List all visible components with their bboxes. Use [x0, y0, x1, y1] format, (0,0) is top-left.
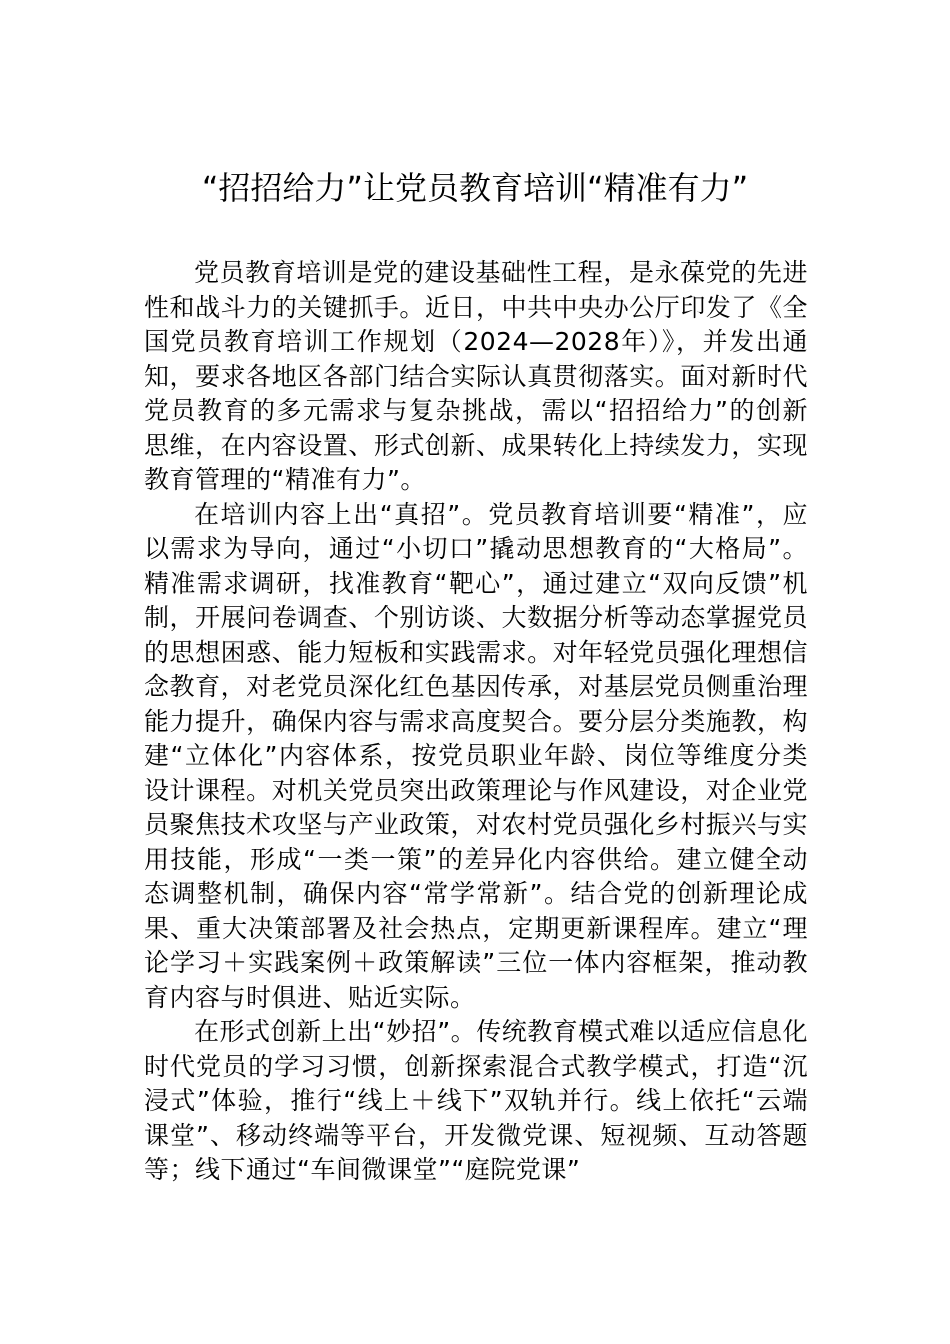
paragraph: 在培训内容上出“真招”。党员教育培训要“精准”，应以需求为导向，通过“小切口”撬动思想教育的“大格局”。精准需求调研，找准教育“靶心”，通过建立“双向反馈”机制，开展问卷调查、个别访谈、大数据分析等动态掌握党员的思想困惑、能力短板和实践需求。对年轻党员强化理想信念教育，对老党员深化红色基因传承，对基层党员侧重治理能力提升，确保内容与需求高度契合。要分层分类施教，构建“立体化”内容体系，按党员职业年龄、岗位等维度分类设计课程。对机关党员突出政策理论与作风建设，对企业党员聚焦技术攻坚与产业政策，对农村党员强化乡村振兴与实用技能，形成“一类一策”的差异化内容供给。建立健全动态调整机制，确保内容“常学常新”。结合党的创新理论成果、重大决策部署及社会热点，定期更新课程库。建立“理论学习＋实践案例＋政策解读”三位一体内容框架，推动教育内容与时俱进、贴近实际。 [144, 499, 808, 1012]
paragraph: 党员教育培训是党的建设基础性工程，是永葆党的先进性和战斗力的关键抓手。近日，中共中央办公厅印发了《全国党员教育培训工作规划（2024—2028年）》，并发出通知，要求各地区各部门结合实际认真贯彻落实。面对新时代党员教育的多元需求与复杂挑战，需以“招招给力”的创新思维，在内容设置、形式创新、成果转化上持续发力，实现教育管理的“精准有力”。 [144, 258, 808, 494]
document-title: “招招给力”让党员教育培训“精准有力” [201, 169, 749, 207]
paragraph: 在形式创新上出“妙招”。传统教育模式难以适应信息化时代党员的学习习惯，创新探索混合式教学模式，打造“沉浸式”体验，推行“线上＋线下”双轨并行。线上依托“云端课堂”、移动终端等平台，开发微党课、短视频、互动答题等；线下通过“车间微课堂”“庭院党课” [144, 1017, 808, 1184]
document-body [144, 256, 808, 1188]
